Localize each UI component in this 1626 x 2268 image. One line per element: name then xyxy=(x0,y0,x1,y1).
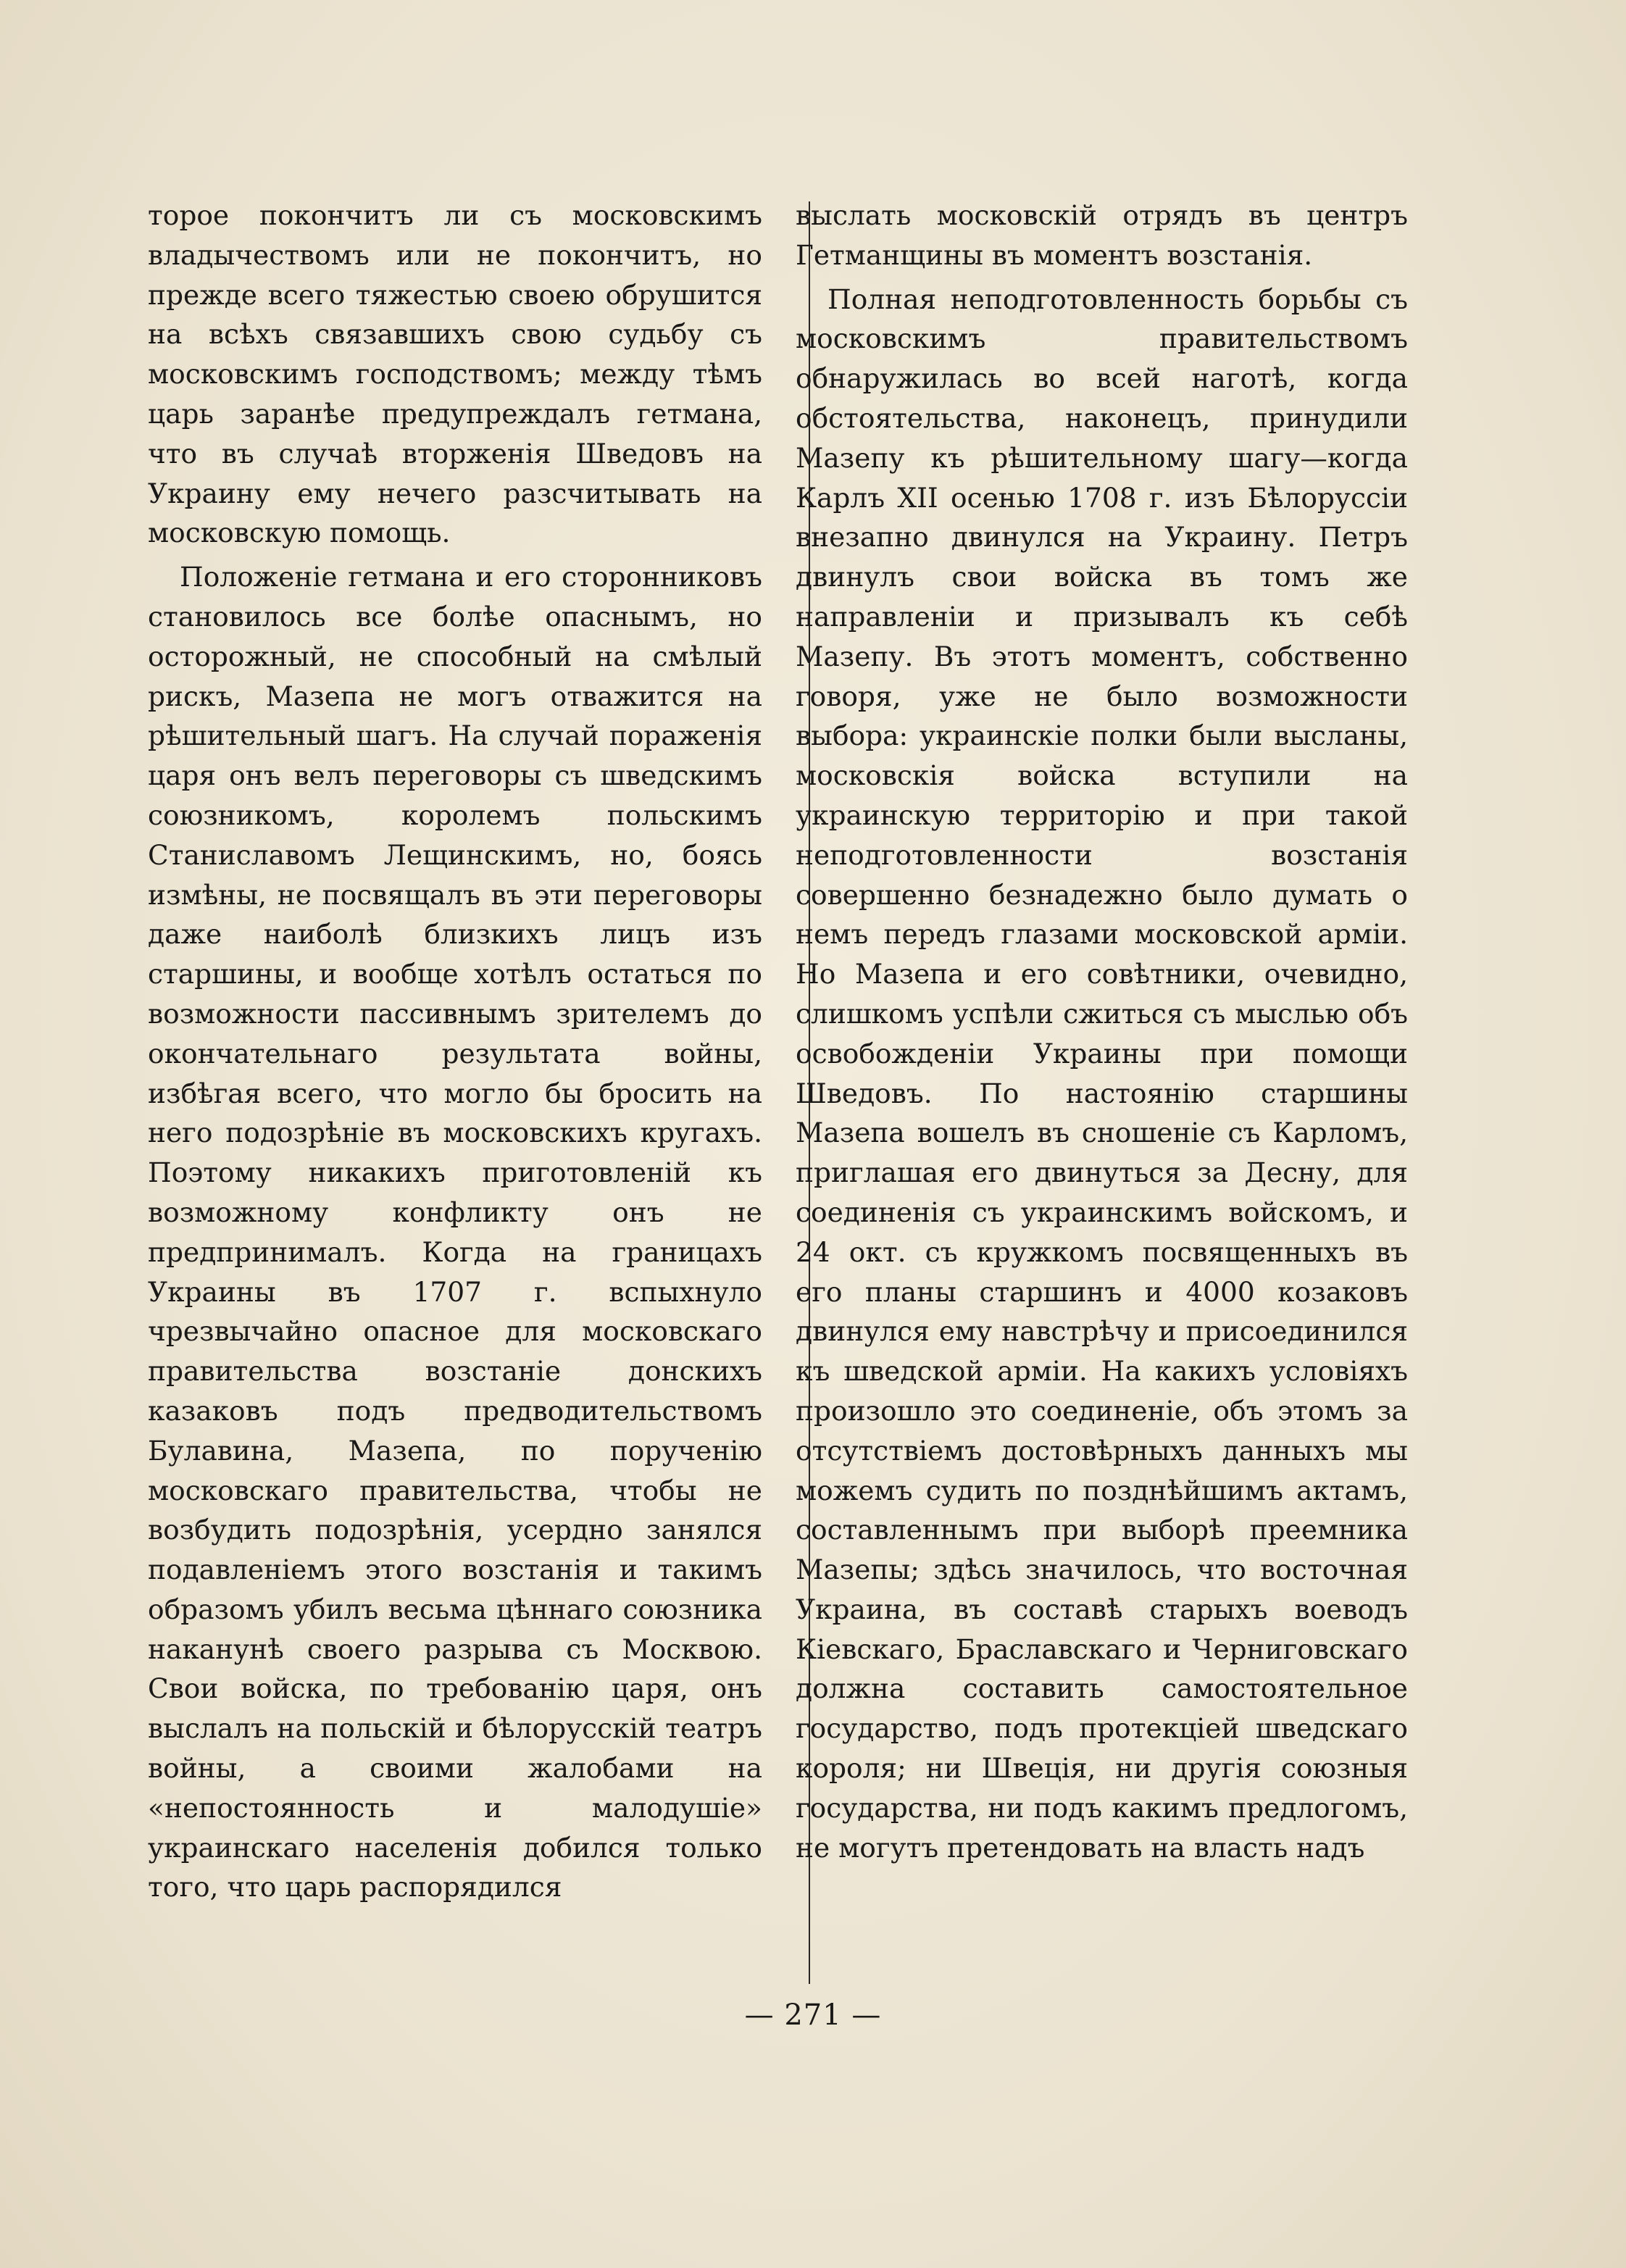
paragraph: Положеніе гетмана и его сторонниковъ становилось все болѣе опаснымъ, но осторожный, не способный на смѣлый рискъ, Мазепа не могъ отважится на рѣшительный шагъ. На случай пораженія царя онъ велъ переговоры съ шведскимъ союзникомъ, королемъ польскимъ Станиславомъ Лещинскимъ, но, боясь измѣны, не посвящалъ въ эти переговоры даже наиболѣ близкихъ лицъ изъ старшины, и вообще хотѣлъ остаться по возможности пассивнымъ зрителемъ до окончательнаго результата войны, избѣгая всего, что могло бы бросить на него подозрѣніе въ московскихъ кругахъ. Поэтому никакихъ приготовленій къ возможному конфликту онъ не предпринималъ. Когда на границахъ Украины въ 1707 г. вспыхнуло чрезвычайно опасное для московскаго правительства возстаніе донскихъ казаковъ подъ предводительствомъ Булавина, Мазепа, по порученію московскаго правительства, чтобы не возбудить подозрѣнія, усердно занялся подавленіемъ этого возстанія и такимъ образомъ убилъ весьма цѣннаго союзника наканунѣ своего разрыва съ Москвою. Свои войска, по требованію царя, онъ выслалъ на польскій и бѣлорусскій театръ войны, а своими жалобами на «непостоянность и малодушіе» украинскаго населенія добился только того, что царь распорядился xyxy=(148,561,762,1904)
left-text-column xyxy=(148,196,762,1907)
right-text-column xyxy=(796,196,1408,1867)
paragraph: торое покончитъ ли съ московскимъ владычествомъ или не покончитъ, но прежде всего тяжестью своею обрушится на всѣхъ связавшихъ свою судьбу съ московскимъ господствомъ; между тѣмъ царь заранѣе предупреждалъ гетмана, что въ случаѣ вторженія Шведовъ на Украину ему нечего разсчитывать на московскую помощь. xyxy=(148,199,762,549)
paragraph: Полная неподготовленность борьбы съ московскимъ правительствомъ обнаружилась во всей наготѣ, когда обстоятельства, наконецъ, принудили Мазепу къ рѣшительному шагу—когда Карлъ XII осенью 1708 г. изъ Бѣлоруссіи внезапно двинулся на Украину. Петръ двинулъ свои войска въ томъ же направленіи и призывалъ къ себѣ Мазепу. Въ этотъ моментъ, собственно говоря, уже не было возможности выбора: украинскіе полки были высланы, московскія войска вступили на украинскую территорію и при такой неподготовленности возстанія совершенно безнадежно было думать о немъ передъ глазами московской арміи. Но Мазепа и его совѣтники, очевидно, слишкомъ успѣли сжиться съ мыслью объ освобожденіи Украины при помощи Шведовъ. По настоянію старшины Мазепа вошелъ въ сношеніе съ Карломъ, приглашая его двинуться за Десну, для соединенія съ украинскимъ войскомъ, и 24 окт. съ кружкомъ посвященныхъ въ его планы старшинъ и 4000 козаковъ двинулся ему навстрѣчу и присоединился къ шведской арміи. На какихъ условіяхъ произошло это соединеніе, объ этомъ за отсутствіемъ достовѣрныхъ данныхъ мы можемъ судить по позднѣйшимъ актамъ, составленнымъ при выборѣ преемника Мазепы; здѣсь значилось, что восточная Украина, въ составѣ старыхъ воеводъ Кіевскаго, Браславскаго и Черниговскаго должна составить самостоятельное государство, подъ протекціей шведскаго короля; ни Швеція, ни другія союзныя государства, ни подъ какимъ предлогомъ, не могутъ претендовать на власть надъ xyxy=(796,283,1408,1864)
paragraph: выслать московскій отрядъ въ центръ Гетманщины въ моментъ возстанія. xyxy=(796,199,1408,271)
page-number: — 271 — xyxy=(744,1998,882,2032)
